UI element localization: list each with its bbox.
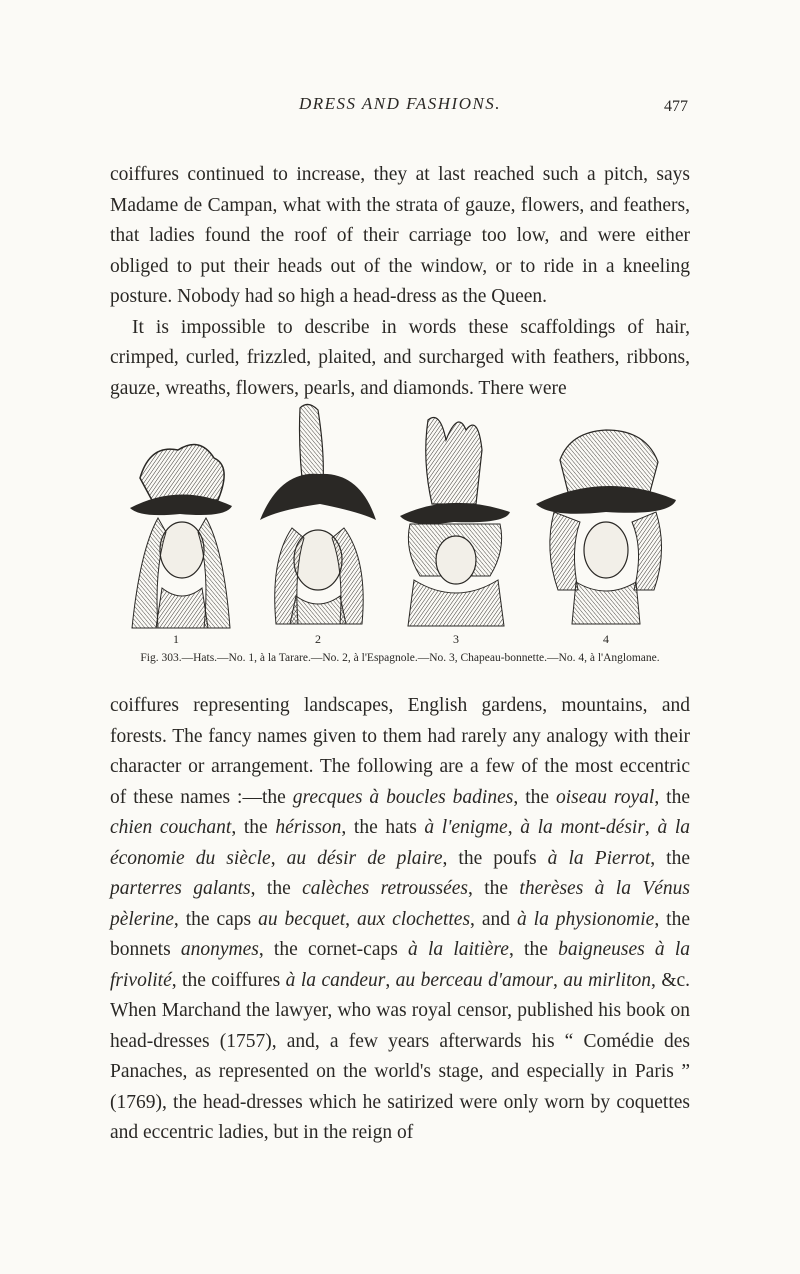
text-run: , the — [508, 939, 559, 960]
italic-term: au mirliton — [563, 969, 652, 991]
italic-term: à la laitière — [408, 939, 509, 960]
text-run: , the — [231, 817, 276, 838]
italic-term: grecques à boucles badines — [292, 786, 514, 808]
page-header — [0, 94, 800, 124]
paragraph — [110, 691, 690, 1149]
text-run: , the bonnets — [110, 908, 690, 960]
text-run: , and — [470, 908, 517, 930]
text-run: , — [385, 969, 396, 991]
page-number: 477 — [664, 98, 688, 115]
hat-2-a-l-espagnole — [260, 404, 376, 624]
hat-4-a-l-anglomane — [536, 430, 676, 624]
italic-term: anonymes — [180, 939, 259, 960]
italic-term: au désir de plaire — [286, 847, 443, 869]
italic-term: aux clochettes — [356, 908, 471, 930]
italic-term: à la candeur — [285, 969, 386, 991]
italic-term: à l'enigme — [424, 817, 508, 838]
italic-term: baigneuses à la frivolité — [110, 939, 691, 991]
plate-number: 3 — [453, 632, 459, 646]
text-run: , the cornet-caps — [258, 939, 409, 960]
text-run: , — [552, 969, 564, 991]
italic-term: therèses à la Vénus pèlerine — [110, 878, 690, 930]
italic-term: calèches retroussées — [302, 878, 468, 899]
italic-term: à la Pierrot — [547, 847, 651, 869]
text-run: , the poufs — [442, 847, 548, 869]
text-run: , the — [467, 878, 520, 899]
text-run: , the coiffures — [171, 969, 286, 991]
text-run: , the hats — [341, 817, 425, 838]
italic-term: à la mont-désir — [520, 817, 645, 838]
text-run: , &c. When Marchand the lawyer, who was royal censor, published his book on head-dresses (1757), and, a few years afterwards his “ Comédie des Panaches, as represented on the world's stage, and especially in Paris ” (1769), the head-dresses which he satirized were only worn by coquettes and eccentric ladies, but in the reign of — [110, 969, 691, 1143]
italic-term: oiseau royal — [556, 786, 655, 808]
text-run: , the caps — [173, 908, 259, 930]
hat-1-a-la-tarare — [130, 445, 232, 628]
text-run: , — [507, 817, 521, 838]
plate-number: 4 — [603, 632, 609, 646]
text-run: , — [270, 847, 287, 869]
italic-term: au becquet — [258, 908, 346, 930]
italic-term: parterres galants — [110, 878, 251, 899]
text-run: , the — [513, 786, 556, 808]
plate-number: 1 — [173, 632, 179, 646]
text-block-bottom — [110, 691, 690, 1149]
figure-303 — [110, 400, 690, 672]
figure-caption: Fig. 303.—Hats.—No. 1, à la Tarare.—No. 2, à l'Espagnole.—No. 3, Chapeau-bonnette.—No. 4, à l'Anglomane. — [140, 652, 660, 664]
text-run: , the — [650, 847, 691, 869]
hat-3-chapeau-bonnette — [400, 418, 510, 627]
italic-term: chien couchant — [110, 817, 232, 838]
italic-term: à la économie du siècle — [110, 817, 690, 869]
text-run: , the — [654, 786, 690, 808]
text-run: , the — [250, 878, 303, 899]
italic-term: à la physionomie — [516, 908, 655, 930]
text-run: , — [644, 817, 658, 838]
text-run: coiffures representing landscapes, English gardens, mountains, and forests. The fancy names given to them had rarely any analogy with their character or arrangement. The following are a few of the most eccentric of these names :—the — [110, 695, 690, 808]
text-run: , — [345, 908, 357, 930]
paragraph: coiffures continued to increase, they at last reached such a pitch, says Madame de Campan, what with the strata of gauze, flowers, and feathers, that ladies found the roof of their carriage too low, and were either obliged to put their heads out of the window, or to ride in a kneeling posture. Nobody had so high a head-dress as the Queen. — [110, 164, 690, 307]
plate-number: 2 — [315, 632, 321, 646]
running-title: DRESS AND FASHIONS. — [298, 94, 502, 113]
paragraph: It is impossible to describe in words these scaffoldings of hair, crimped, curled, frizzled, plaited, and surcharged with feathers, ribbons, gauze, wreaths, flowers, pearls, and diamonds. There were — [110, 316, 690, 399]
italic-term: au berceau d'amour — [395, 969, 553, 991]
italic-term: hérisson — [275, 817, 342, 838]
hats-engraving-illustration — [110, 400, 690, 630]
text-block-top — [110, 160, 690, 404]
